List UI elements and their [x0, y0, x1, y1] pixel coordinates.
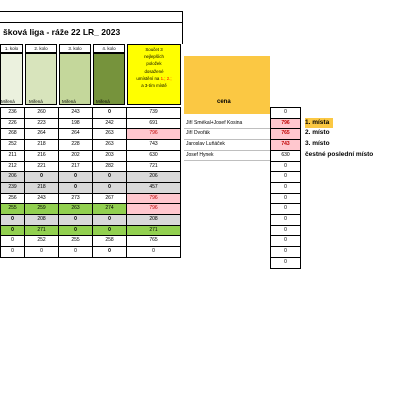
prize-score-cell[interactable]: 0	[271, 204, 301, 215]
prize-score-cell[interactable]: 0	[271, 172, 301, 183]
summary-line-6: a 3-tím místě	[141, 83, 167, 89]
table-row	[1, 140, 181, 151]
round-score-cell[interactable]: 0	[59, 172, 93, 183]
table-row	[271, 215, 301, 226]
round-3-label: 3. kolo	[59, 44, 91, 53]
round-score-cell[interactable]: 0	[59, 247, 93, 258]
round-score-cell[interactable]: 208	[25, 215, 59, 226]
round-score-cell[interactable]: 263	[59, 204, 93, 215]
prize-score-cell[interactable]: 765	[271, 129, 301, 140]
milena-label-2: Miřená	[29, 99, 43, 104]
round-score-cell[interactable]: 263	[93, 140, 127, 151]
table-row	[271, 140, 301, 151]
table-row	[271, 247, 301, 258]
scores-table	[0, 107, 181, 258]
round-score-cell[interactable]: 202	[59, 150, 93, 161]
round-score-cell[interactable]: 217	[59, 161, 93, 172]
round-4-label: 4. kolo	[93, 44, 125, 53]
round-score-cell[interactable]: 282	[93, 161, 127, 172]
milena-label-1: Miřená	[1, 99, 15, 104]
round-score-cell[interactable]: 211	[1, 150, 25, 161]
table-row	[271, 129, 301, 140]
round-score-cell[interactable]: 242	[93, 118, 127, 129]
total-cell[interactable]: 206	[127, 172, 181, 183]
round-score-cell[interactable]: 271	[25, 225, 59, 236]
total-cell[interactable]: 271	[127, 225, 181, 236]
title-separator	[0, 22, 182, 23]
summary-line-1: Součet 3	[145, 47, 163, 52]
total-cell[interactable]: 796	[127, 193, 181, 204]
table-row	[271, 161, 301, 172]
round-score-cell[interactable]: 264	[59, 129, 93, 140]
total-cell[interactable]: 765	[127, 236, 181, 247]
total-cell[interactable]: 739	[127, 108, 181, 119]
table-row	[1, 182, 181, 193]
round-3-header-cell	[59, 53, 91, 105]
round-score-cell[interactable]: 218	[25, 182, 59, 193]
total-cell[interactable]: 796	[127, 129, 181, 140]
round-score-cell[interactable]: 252	[1, 140, 25, 151]
prize-score-cell[interactable]: 743	[271, 140, 301, 151]
table-row	[1, 247, 181, 258]
table-row	[271, 118, 301, 129]
summary-line-5: umístění na 1.; 2.;	[136, 75, 172, 81]
table-row	[1, 236, 181, 247]
round-score-cell[interactable]: 0	[1, 247, 25, 258]
place-label: čestné poslední místo	[305, 150, 374, 158]
table-row	[271, 236, 301, 247]
total-cell[interactable]: 796	[127, 204, 181, 215]
table-row	[1, 193, 181, 204]
team-name: Jiří Smékal+Josef Kosina	[186, 119, 243, 126]
table-row	[1, 118, 181, 129]
table-row	[271, 172, 301, 183]
round-1-label: 1. kolo	[0, 44, 23, 53]
prize-score-cell[interactable]: 0	[271, 215, 301, 226]
round-score-cell[interactable]: 0	[93, 247, 127, 258]
prize-score-cell[interactable]: 0	[271, 257, 301, 268]
total-cell[interactable]: 457	[127, 182, 181, 193]
table-row	[271, 204, 301, 215]
prize-score-cell[interactable]: 796	[271, 118, 301, 129]
table-row	[1, 215, 181, 226]
table-row	[271, 150, 301, 161]
table-row	[271, 182, 301, 193]
cena-label: cena	[217, 99, 231, 105]
table-row	[271, 257, 301, 268]
table-row	[271, 225, 301, 236]
prize-score-cell[interactable]: 0	[271, 236, 301, 247]
results-score-table	[270, 107, 301, 269]
total-cell[interactable]: 721	[127, 161, 181, 172]
round-score-cell[interactable]: 264	[25, 129, 59, 140]
summary-line-2: nejlepších	[144, 54, 164, 60]
prize-score-cell[interactable]: 0	[271, 108, 301, 119]
round-score-cell[interactable]: 243	[59, 108, 93, 119]
prize-score-cell[interactable]: 0	[271, 247, 301, 258]
summary-header	[127, 44, 181, 105]
total-cell[interactable]: 208	[127, 215, 181, 226]
round-score-cell[interactable]: 260	[25, 108, 59, 119]
sheet-title: šková liga - ráže 22 LR_ 2023	[3, 27, 121, 37]
round-score-cell[interactable]: 228	[59, 140, 93, 151]
round-score-cell[interactable]: 0	[93, 172, 127, 183]
table-row	[1, 204, 181, 215]
round-score-cell[interactable]: 0	[1, 225, 25, 236]
prize-score-cell[interactable]: 0	[271, 182, 301, 193]
round-score-cell[interactable]: 258	[93, 236, 127, 247]
table-row	[1, 129, 181, 140]
round-score-cell[interactable]: 223	[25, 118, 59, 129]
round-score-cell[interactable]: 252	[25, 236, 59, 247]
table-row	[271, 193, 301, 204]
total-cell[interactable]: 0	[127, 247, 181, 258]
team-name: Jaroslav Luňáček	[186, 141, 225, 148]
round-score-cell[interactable]: 256	[1, 193, 25, 204]
place-label: 3. místo	[305, 140, 330, 148]
round-2-header-cell	[25, 53, 57, 105]
table-row	[1, 150, 181, 161]
round-score-cell[interactable]: 0	[93, 108, 127, 119]
place-label: 2. místo	[305, 129, 330, 137]
table-row	[271, 108, 301, 119]
prize-score-cell[interactable]: 0	[271, 161, 301, 172]
round-score-cell[interactable]: 236	[1, 108, 25, 119]
round-score-cell[interactable]: 0	[93, 215, 127, 226]
round-score-cell[interactable]: 216	[25, 150, 59, 161]
round-score-cell[interactable]: 198	[59, 118, 93, 129]
round-score-cell[interactable]: 263	[93, 129, 127, 140]
prize-score-cell[interactable]: 0	[271, 193, 301, 204]
round-1-header-cell	[0, 53, 23, 105]
round-score-cell[interactable]: 0	[59, 225, 93, 236]
round-score-cell[interactable]: 226	[1, 118, 25, 129]
round-score-cell[interactable]: 0	[59, 182, 93, 193]
round-score-cell[interactable]: 255	[1, 204, 25, 215]
total-cell[interactable]: 630	[127, 150, 181, 161]
milena-label-4: Miřená	[96, 99, 110, 104]
prize-score-cell[interactable]: 630	[271, 150, 301, 161]
table-row	[1, 172, 181, 183]
round-score-cell[interactable]: 221	[25, 161, 59, 172]
summary-highlight: 1.; 2.;	[160, 75, 172, 81]
total-cell[interactable]: 743	[127, 140, 181, 151]
team-name: Jiří Dvořák	[186, 130, 210, 137]
round-score-cell[interactable]: 259	[25, 204, 59, 215]
summary-line-3: položek	[146, 61, 162, 67]
milena-label-3: Miřená	[62, 99, 76, 104]
round-score-cell[interactable]: 206	[1, 172, 25, 183]
name-cell-border	[184, 150, 270, 162]
round-score-cell[interactable]: 0	[25, 247, 59, 258]
table-row	[1, 225, 181, 236]
round-score-cell[interactable]: 0	[25, 172, 59, 183]
round-score-cell[interactable]: 243	[25, 193, 59, 204]
table-row	[1, 161, 181, 172]
round-score-cell[interactable]: 0	[93, 182, 127, 193]
round-score-cell[interactable]: 0	[59, 215, 93, 226]
summary-line-4: dosažené	[144, 68, 164, 74]
round-score-cell[interactable]: 239	[1, 182, 25, 193]
round-score-cell[interactable]: 255	[59, 236, 93, 247]
round-score-cell[interactable]: 218	[25, 140, 59, 151]
round-2-label: 2. kolo	[25, 44, 57, 53]
total-cell[interactable]: 691	[127, 118, 181, 129]
round-score-cell[interactable]: 212	[1, 161, 25, 172]
round-score-cell[interactable]: 274	[93, 204, 127, 215]
cena-header-block	[184, 56, 270, 114]
round-score-cell[interactable]: 267	[93, 193, 127, 204]
round-score-cell[interactable]: 0	[1, 215, 25, 226]
round-4-header-cell	[93, 53, 125, 105]
table-row	[1, 108, 181, 119]
round-score-cell[interactable]: 273	[59, 193, 93, 204]
round-score-cell[interactable]: 0	[93, 225, 127, 236]
round-score-cell[interactable]: 268	[1, 129, 25, 140]
prize-score-cell[interactable]: 0	[271, 225, 301, 236]
place-label: 1. místa	[305, 118, 333, 128]
round-score-cell[interactable]: 203	[93, 150, 127, 161]
round-score-cell[interactable]: 0	[1, 236, 25, 247]
team-name: Josef Hynek	[186, 151, 214, 158]
